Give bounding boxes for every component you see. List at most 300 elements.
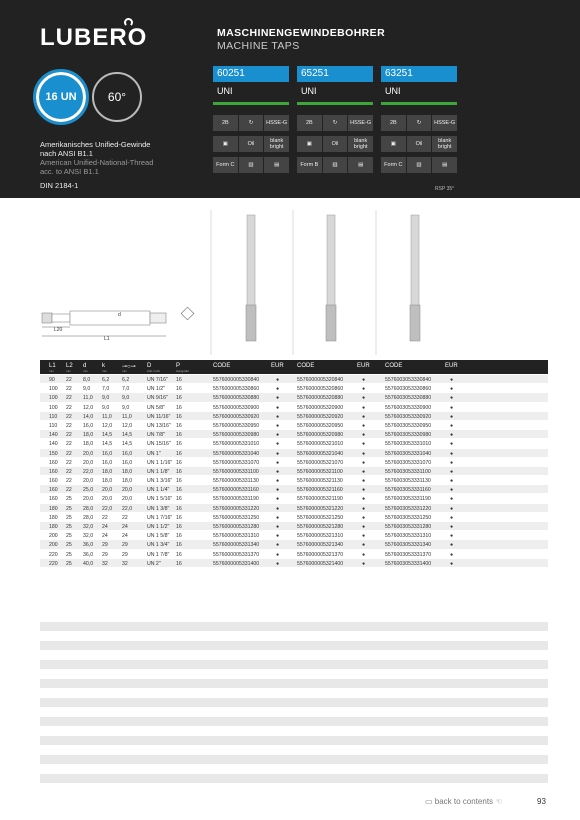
table-row: [40, 494, 548, 503]
table-cell: 22: [66, 441, 72, 448]
table-row: [40, 430, 548, 439]
table-row: [40, 559, 548, 568]
table-cell: 5576000005320860: [297, 386, 344, 393]
table-cell: 20,0: [122, 496, 133, 503]
table-cell: 5576000005321400: [297, 560, 344, 567]
table-cell: 5576000005321220: [297, 505, 344, 512]
col-header: k: [102, 363, 105, 369]
table-cell: UN 1 1/4": [147, 487, 170, 494]
table-cell: 5576000005330900: [213, 404, 260, 411]
table-row: [40, 504, 548, 513]
table-row: [40, 513, 548, 522]
desc-de-1: Amerikanisches Unified-Gewinde: [40, 140, 151, 149]
table-cell: 16: [176, 386, 182, 393]
table-cell: 5576000005331010: [213, 441, 260, 448]
table-cell: 5576000005330840: [213, 377, 260, 383]
table-cell: 16: [176, 441, 182, 448]
flute-icon: ▤: [264, 157, 289, 173]
table-cell: 9,0: [102, 404, 110, 411]
table-cell: 25: [66, 560, 72, 567]
table-cell: 5576000005330950: [213, 422, 260, 429]
table-cell: 20,0: [83, 478, 94, 485]
product-column: [297, 66, 373, 173]
empty-row: [40, 660, 548, 669]
din-standard: DIN 2184-1: [40, 181, 79, 190]
table-cell: 12,0: [102, 422, 113, 429]
table-cell: UN 7/8": [147, 432, 165, 439]
table-cell: 5576000005331280: [213, 524, 260, 530]
table-cell: 5576000005330880: [213, 395, 260, 402]
product-note: RSP 35°: [435, 186, 455, 192]
table-cell: 22: [66, 377, 72, 383]
table-row: [40, 384, 548, 393]
table-cell: 5576000005320920: [297, 413, 344, 420]
coolant: Oil: [407, 136, 432, 152]
availability-dot: ●: [276, 542, 280, 549]
finish: blank bright: [348, 136, 373, 152]
table-cell: UN 5/8": [147, 404, 165, 411]
table-cell: 22: [66, 432, 72, 439]
col-header: d: [83, 363, 87, 369]
table-cell: 11,0: [122, 413, 132, 420]
material: HSSE-G: [348, 115, 373, 131]
green-bar: [213, 102, 289, 105]
table-cell: 25: [66, 533, 72, 540]
table-cell: 100: [49, 404, 58, 411]
green-bar: [297, 102, 373, 105]
table-cell: 140: [49, 441, 58, 448]
table-cell: 22,0: [102, 505, 113, 512]
table-cell: 36,0: [83, 551, 94, 558]
header-band: [0, 0, 580, 198]
table-cell: UN 1 3/8": [147, 505, 170, 512]
table-cell: 200: [49, 533, 58, 540]
table-cell: 5576003053331280: [385, 524, 432, 530]
availability-dot: ●: [362, 487, 366, 494]
table-cell: 9,0: [122, 395, 130, 402]
table-cell: 5576000005330980: [213, 432, 260, 439]
table-cell: 16: [176, 459, 182, 466]
table-cell: 180: [49, 505, 58, 512]
table-cell: 29: [102, 551, 108, 558]
table-cell: 22: [66, 450, 72, 457]
table-row: [40, 412, 548, 421]
table-cell: 5576000005320950: [297, 422, 344, 429]
table-cell: 16,0: [102, 459, 113, 466]
availability-dot: ●: [450, 413, 454, 420]
availability-dot: ●: [450, 422, 454, 429]
table-cell: 18,0: [122, 468, 133, 475]
table-row: [40, 375, 548, 384]
availability-dot: ●: [276, 514, 280, 521]
table-cell: 5576000005330860: [213, 386, 260, 393]
table-cell: 5576003053331370: [385, 551, 432, 558]
availability-dot: ●: [450, 386, 454, 393]
tap-image-65251: [326, 215, 336, 341]
rotation-icon: ↻: [407, 115, 432, 131]
table-cell: 22,0: [122, 505, 133, 512]
availability-dot: ●: [450, 468, 454, 475]
table-cell: 18,0: [102, 478, 113, 485]
table-cell: 100: [49, 395, 58, 402]
table-cell: 5576003053331070: [385, 459, 432, 466]
availability-dot: ●: [450, 459, 454, 466]
form: Form C: [381, 157, 406, 173]
table-cell: 20,0: [102, 487, 113, 494]
availability-dot: ●: [362, 386, 366, 393]
workpiece-icon: ▣: [297, 136, 322, 152]
chamfer-icon: ▥: [323, 157, 348, 173]
rotation-icon: ↻: [239, 115, 264, 131]
availability-dot: ●: [276, 496, 280, 503]
table-cell: 25: [66, 524, 72, 530]
col-header: D: [147, 363, 152, 369]
availability-dot: ●: [362, 404, 366, 411]
availability-dot: ●: [450, 395, 454, 402]
empty-row: [40, 679, 548, 688]
table-cell: 40,0: [83, 560, 94, 567]
table-cell: 8,0: [83, 377, 91, 383]
table-cell: UN 1": [147, 450, 161, 457]
table-cell: UN 1 1/2": [147, 524, 170, 530]
table-cell: UN 1 3/16": [147, 478, 173, 485]
table-cell: 16: [176, 413, 182, 420]
d-label: d: [118, 312, 121, 318]
availability-dot: ●: [450, 524, 454, 530]
table-cell: 5576000005331160: [213, 487, 259, 494]
l20-label: L20: [54, 327, 63, 333]
col-subheader: Zoll / Inch: [147, 369, 161, 373]
form: Form B: [297, 157, 322, 173]
table-cell: 22: [66, 459, 72, 466]
finish: blank bright: [264, 136, 289, 152]
table-row: [40, 522, 548, 531]
availability-dot: ●: [276, 404, 280, 411]
availability-dot: ●: [362, 468, 366, 475]
l1-label: L1: [104, 336, 110, 342]
product-column: [381, 66, 457, 192]
workpiece-icon: ▣: [213, 136, 238, 152]
table-cell: 90: [49, 377, 55, 383]
availability-dot: ●: [362, 505, 366, 512]
table-cell: 14,5: [102, 432, 113, 439]
table-cell: 5576003053330900: [385, 404, 432, 411]
table-cell: 100: [49, 386, 58, 393]
back-to-contents-link[interactable]: ▭ back to contents ☜: [425, 797, 503, 806]
table-cell: 25: [66, 496, 72, 503]
k-size-icon: ⊸○⊸: [122, 364, 136, 370]
table-cell: 11,0: [102, 413, 112, 420]
product-uni: UNI: [217, 86, 233, 96]
col-header: L2: [66, 363, 73, 369]
table-cell: 22: [66, 386, 72, 393]
availability-dot: ●: [276, 560, 280, 567]
table-cell: 5576000005320880: [297, 395, 344, 402]
table-cell: 9,0: [102, 395, 110, 402]
table-cell: 160: [49, 468, 58, 475]
col-subheader: mm: [66, 369, 71, 373]
table-cell: 22: [102, 514, 108, 521]
table-cell: 5576003053331130: [385, 478, 431, 485]
availability-dot: ●: [450, 496, 454, 503]
table-cell: 20,0: [83, 496, 94, 503]
table-cell: 5576000005331310: [213, 533, 260, 540]
table-cell: 29: [102, 542, 108, 549]
table-cell: 6,2: [122, 377, 130, 383]
availability-dot: ●: [362, 413, 366, 420]
table-cell: 5576000005321100: [297, 468, 343, 475]
table-cell: 5576000005330920: [213, 413, 260, 420]
table-cell: 5576003053330950: [385, 422, 432, 429]
table-cell: UN 1 7/16": [147, 514, 173, 521]
table-cell: 5576000005321160: [297, 487, 343, 494]
table-row: [40, 540, 548, 549]
table-cell: 7,0: [102, 386, 110, 393]
product-images: [0, 205, 580, 355]
table-cell: 16,0: [83, 422, 94, 429]
flute-icon: ▤: [432, 157, 457, 173]
table-cell: 14,5: [122, 441, 133, 448]
table-cell: 18,0: [83, 432, 94, 439]
table-cell: 160: [49, 496, 58, 503]
table-cell: 5576000005321040: [297, 450, 344, 457]
table-cell: 5576000005331040: [213, 450, 260, 457]
availability-dot: ●: [450, 404, 454, 411]
table-cell: 5576000005321250: [297, 514, 344, 521]
table-cell: 32: [122, 560, 128, 567]
table-cell: 25: [66, 542, 72, 549]
table-cell: UN 1 5/16": [147, 496, 173, 503]
table-cell: 110: [49, 413, 58, 420]
chamfer-icon: ▥: [239, 157, 264, 173]
table-cell: 5576000005331070: [213, 459, 260, 466]
table-cell: 9,0: [122, 404, 130, 411]
table-cell: 22: [66, 468, 72, 475]
table-cell: 180: [49, 524, 58, 530]
table-cell: 32,0: [83, 533, 94, 540]
availability-dot: ●: [362, 422, 366, 429]
desc-de-2: nach ANSI B1.1: [40, 149, 93, 158]
table-cell: 16: [176, 422, 182, 429]
table-cell: 11,0: [83, 395, 93, 402]
table-cell: 16,0: [102, 450, 113, 457]
table-cell: 5576000005331190: [213, 496, 259, 503]
tap-image-60251: [246, 215, 256, 341]
table-cell: 25: [66, 551, 72, 558]
table-cell: 150: [49, 450, 58, 457]
availability-dot: ●: [362, 395, 366, 402]
table-cell: 20,0: [83, 459, 94, 466]
product-code: 63251: [381, 66, 457, 82]
table-cell: 16: [176, 487, 182, 494]
desc-en-1: American Unified-National-Thread: [40, 158, 154, 167]
angle-badge: 60°: [92, 72, 142, 122]
table-row: [40, 485, 548, 494]
table-body: [40, 375, 548, 568]
availability-dot: ●: [276, 413, 280, 420]
table-cell: 25,0: [83, 487, 94, 494]
availability-dot: ●: [362, 514, 366, 521]
col-subheader: mm: [122, 369, 127, 373]
availability-dot: ●: [276, 524, 280, 530]
availability-dot: ●: [276, 478, 280, 485]
table-cell: 5576000005321370: [297, 551, 344, 558]
table-cell: 5576000005321280: [297, 524, 344, 530]
availability-dot: ●: [450, 441, 454, 448]
table-cell: 24: [102, 524, 108, 530]
product-code: 65251: [297, 66, 373, 82]
table-cell: 14,0: [83, 413, 94, 420]
dimension-drawing: [42, 307, 194, 342]
table-cell: 5576000005321340: [297, 542, 344, 549]
availability-dot: ●: [276, 377, 280, 383]
table-cell: 6,2: [102, 377, 110, 383]
table-cell: 160: [49, 487, 58, 494]
table-cell: UN 2": [147, 560, 161, 567]
table-cell: 16: [176, 450, 182, 457]
col-header: CODE: [213, 363, 231, 369]
table-cell: 140: [49, 432, 58, 439]
tolerance: 2B: [213, 115, 238, 131]
table-row: [40, 550, 548, 559]
availability-dot: ●: [276, 450, 280, 457]
table-cell: UN 1 7/8": [147, 551, 170, 558]
table-cell: 9,0: [83, 386, 91, 393]
table-cell: 22,0: [83, 468, 94, 475]
description: [40, 140, 153, 176]
col-subheader: mm: [83, 369, 88, 373]
table-cell: 16,0: [122, 450, 133, 457]
workpiece-icon: ▣: [381, 136, 406, 152]
table-cell: 32,0: [83, 524, 94, 530]
table-row: [40, 403, 548, 412]
table-cell: 16: [176, 496, 182, 503]
table-cell: 24: [102, 533, 108, 540]
availability-dot: ●: [276, 432, 280, 439]
table-cell: 5576000005321190: [297, 496, 343, 503]
empty-row: [40, 717, 548, 726]
availability-dot: ●: [362, 377, 366, 383]
form: Form C: [213, 157, 238, 173]
availability-dot: ●: [362, 533, 366, 540]
table-cell: 16: [176, 514, 182, 521]
table-cell: 22: [66, 422, 72, 429]
table-cell: 5576000005331340: [213, 542, 260, 549]
table-cell: 16: [176, 468, 182, 475]
flute-icon: ▤: [348, 157, 373, 173]
table-cell: 20,0: [122, 487, 133, 494]
table-cell: 12,0: [122, 422, 133, 429]
availability-dot: ●: [450, 478, 454, 485]
table-cell: 22: [122, 514, 128, 521]
table-cell: 160: [49, 478, 58, 485]
availability-dot: ●: [276, 459, 280, 466]
table-cell: 220: [49, 551, 58, 558]
availability-dot: ●: [276, 487, 280, 494]
table-cell: UN 11/16": [147, 413, 171, 420]
table-cell: 5576000005331370: [213, 551, 260, 558]
table-cell: 24: [122, 533, 128, 540]
table-cell: 16: [176, 395, 182, 402]
table-cell: 18,0: [83, 441, 94, 448]
col-subheader: mm: [49, 369, 54, 373]
availability-dot: ●: [276, 551, 280, 558]
availability-dot: ●: [276, 422, 280, 429]
availability-dot: ●: [362, 478, 366, 485]
table-cell: 220: [49, 560, 58, 567]
col-header: EUR: [357, 363, 370, 369]
table-cell: 25: [66, 505, 72, 512]
table-cell: 7,0: [122, 386, 130, 393]
table-cell: 16: [176, 533, 182, 540]
tap-image-63251: [410, 215, 420, 341]
table-row: [40, 458, 548, 467]
table-cell: 5576003053331190: [385, 496, 431, 503]
table-cell: 200: [49, 542, 58, 549]
table-cell: 16: [176, 404, 182, 411]
table-cell: 5576000005321010: [297, 441, 344, 448]
availability-dot: ●: [362, 560, 366, 567]
availability-dot: ●: [276, 441, 280, 448]
green-bar: [381, 102, 457, 105]
table-cell: 16: [176, 432, 182, 439]
table-cell: 29: [122, 551, 128, 558]
desc-en-2: acc. to ANSI B1.1: [40, 167, 99, 176]
table-row: [40, 449, 548, 458]
table-cell: 5576000005320840: [297, 377, 344, 383]
availability-dot: ●: [362, 551, 366, 558]
table-cell: UN 1 5/8": [147, 533, 170, 540]
table-cell: 16: [176, 478, 182, 485]
material: HSSE-G: [432, 115, 457, 131]
table-cell: 14,5: [122, 432, 133, 439]
table-cell: 16: [176, 551, 182, 558]
table-row: [40, 393, 548, 402]
table-cell: 14,5: [102, 441, 113, 448]
table-cell: 5576003053331040: [385, 450, 432, 457]
table-cell: 5576000005331130: [213, 478, 259, 485]
table-cell: 16: [176, 377, 182, 383]
table-cell: 5576003053331010: [385, 441, 432, 448]
col-header: P: [176, 363, 181, 369]
table-cell: 5576000005321130: [297, 478, 343, 485]
table-cell: 5576000005320900: [297, 404, 344, 411]
product-code: 60251: [213, 66, 289, 82]
table-cell: 5576003053330980: [385, 432, 432, 439]
table-cell: 29: [122, 542, 128, 549]
availability-dot: ●: [450, 450, 454, 457]
table-cell: 22: [66, 487, 72, 494]
table-row: [40, 476, 548, 485]
tolerance: 2B: [381, 115, 406, 131]
table-cell: 12,0: [83, 404, 94, 411]
brand-logo: LUBERO: [40, 24, 147, 52]
table-cell: 5576000005331250: [213, 514, 260, 521]
table-cell: 28,0: [83, 505, 94, 512]
table-cell: UN 13/16": [147, 422, 171, 429]
table-cell: 5576000005321310: [297, 533, 344, 540]
table-cell: UN 1 1/16": [147, 459, 173, 466]
empty-row: [40, 736, 548, 745]
table-cell: 28,0: [83, 514, 94, 521]
empty-row: [40, 774, 548, 783]
table-cell: UN 1 3/4": [147, 542, 170, 549]
col-subheader: mm: [102, 369, 107, 373]
table-cell: 5576000005331100: [213, 468, 259, 475]
col-header: CODE: [385, 363, 403, 369]
table-cell: 5576003053331310: [385, 533, 432, 540]
empty-row: [40, 622, 548, 631]
